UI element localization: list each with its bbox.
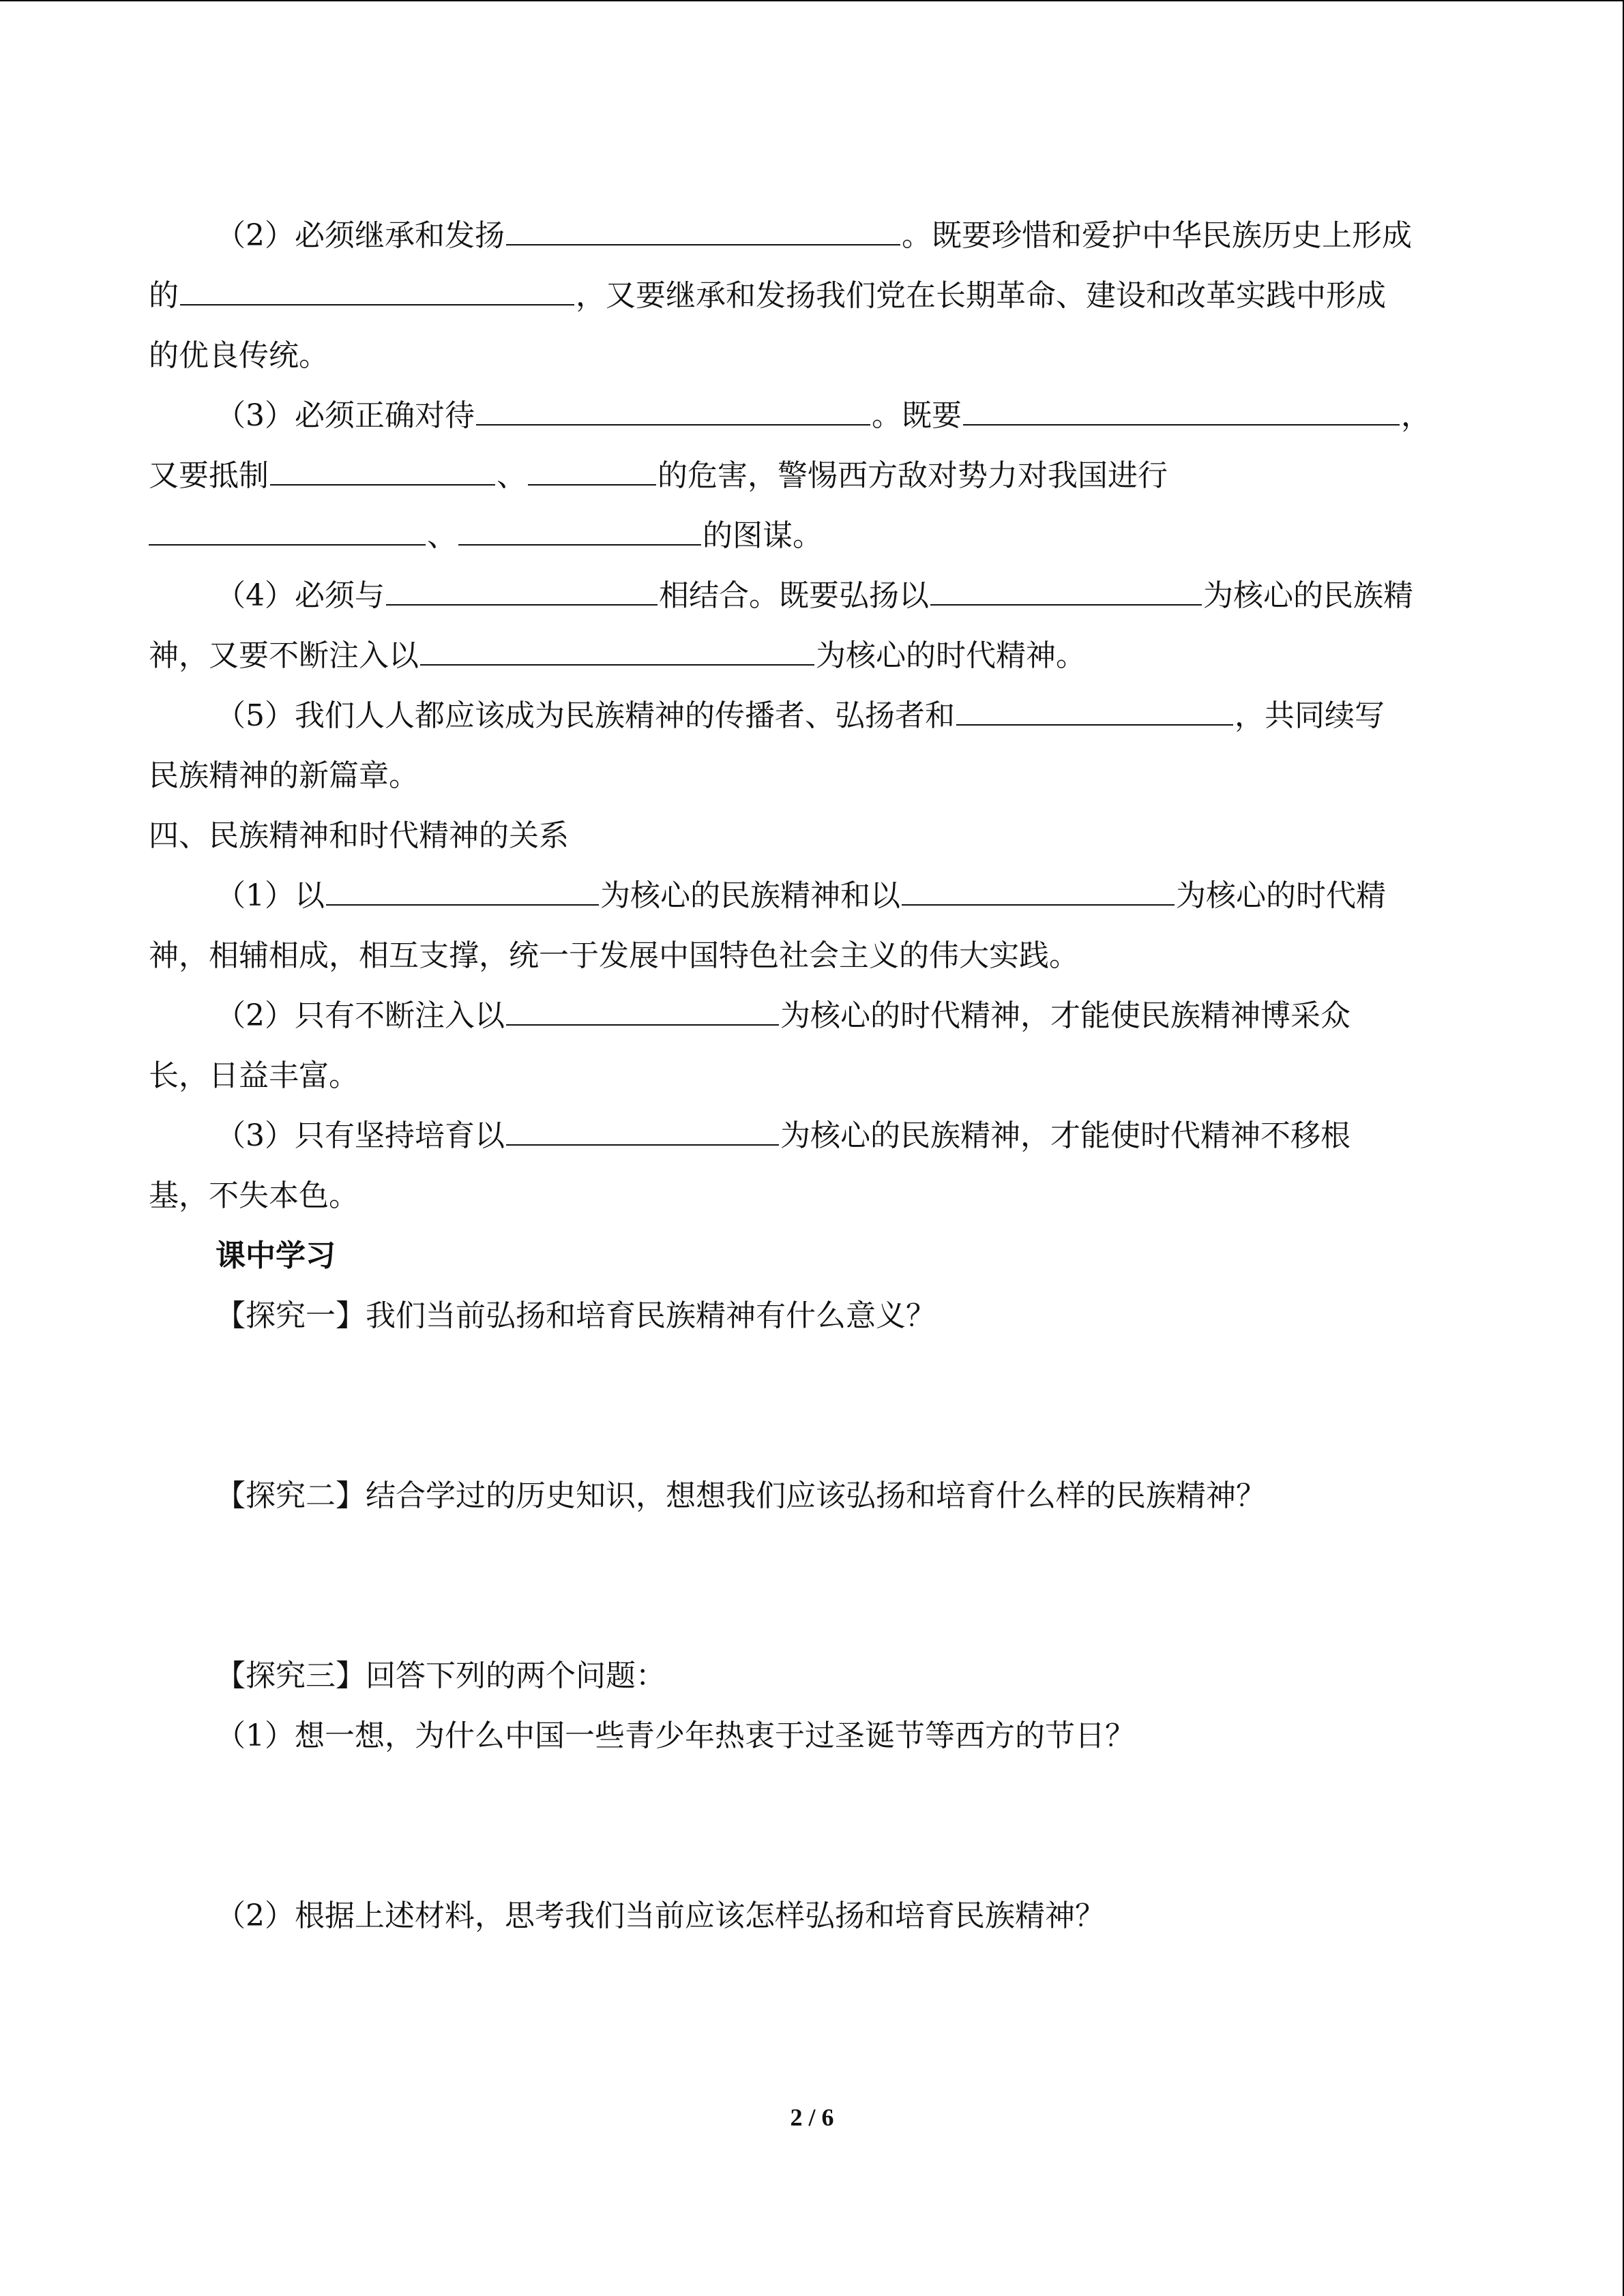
section-4-item-2-line-2: 长，日益丰富。 — [149, 1058, 359, 1093]
section-4-item-1-line-1: （1）以 为核心的民族精神和以 为核心的时代精 — [149, 866, 1472, 926]
fill-blank[interactable] — [180, 269, 574, 305]
fill-blank[interactable] — [420, 629, 814, 666]
fill-blank[interactable] — [930, 569, 1202, 606]
item-3-line-2: 又要抵制 、 的危害，警惕西方敌对势力对我国进行 — [149, 446, 1472, 506]
item-5-line-2: 民族精神的新篇章。 — [149, 758, 419, 793]
fill-blank[interactable] — [476, 389, 870, 426]
fill-blank[interactable] — [270, 449, 495, 486]
section-4-item-3-line-1: （3）只有坚持培育以 为核心的民族精神，才能使时代精神不移根 — [149, 1106, 1472, 1166]
item-4-line-2: 神，又要不断注入以 为核心的时代精神。 — [149, 626, 1472, 686]
item-3-line-1: （3）必须正确对待 。既要 ， — [149, 386, 1472, 446]
explore-1-question: 【探究一】我们当前弘扬和培育民族精神有什么意义？ — [216, 1298, 936, 1333]
answer-space[interactable] — [149, 1526, 1472, 1646]
fill-blank[interactable] — [149, 509, 426, 546]
item-2-line-2: 的 ，又要继承和发扬我们党在长期革命、建设和改革实践中形成 — [149, 266, 1472, 326]
explore-3-sub-1: （1）想一想，为什么中国一些青少年热衷于过圣诞节等西方的节日？ — [216, 1718, 1135, 1753]
fill-blank[interactable] — [386, 569, 658, 606]
fill-blank[interactable] — [902, 869, 1175, 906]
fill-blank[interactable] — [963, 389, 1400, 426]
fill-blank[interactable] — [528, 449, 656, 486]
item-4-line-1: （4）必须与 相结合。既要弘扬以 为核心的民族精 — [149, 566, 1472, 626]
explore-3-sub-2: （2）根据上述材料，思考我们当前应该怎样弘扬和培育民族精神？ — [216, 1898, 1105, 1933]
answer-space[interactable] — [149, 1346, 1472, 1466]
item-2-line-3: 的优良传统。 — [149, 338, 329, 373]
item-5-line-1: （5）我们人人都应该成为民族精神的传播者、弘扬者和 ，共同续写 — [149, 686, 1472, 746]
fill-blank[interactable] — [956, 689, 1233, 726]
fill-blank[interactable] — [326, 869, 599, 906]
in-class-title: 课中学习 — [216, 1238, 336, 1273]
fill-blank[interactable] — [506, 1109, 779, 1146]
explore-2-question: 【探究二】结合学过的历史知识，想想我们应该弘扬和培育什么样的民族精神？ — [216, 1478, 1266, 1513]
item-2-line-1: （2）必须继承和发扬 。既要珍惜和爱护中华民族历史上形成 — [149, 206, 1472, 266]
section-4-item-1-line-2: 神，相辅相成，相互支撑，统一于发展中国特色社会主义的伟大实践。 — [149, 938, 1079, 973]
answer-space[interactable] — [149, 1766, 1472, 1886]
explore-3-question: 【探究三】回答下列的两个问题： — [216, 1658, 666, 1693]
document-body — [149, 206, 1472, 1946]
fill-blank[interactable] — [506, 209, 900, 245]
fill-blank[interactable] — [506, 989, 779, 1026]
section-4-item-2-line-1: （2）只有不断注入以 为核心的时代精神，才能使民族精神博采众 — [149, 986, 1472, 1046]
section-4-title: 四、民族精神和时代精神的关系 — [149, 818, 569, 853]
fill-blank[interactable] — [458, 509, 701, 546]
page-number: 2 / 6 — [790, 2104, 834, 2131]
section-4-item-3-line-2: 基，不失本色。 — [149, 1178, 359, 1213]
item-3-line-3: 、 的图谋。 — [149, 506, 1472, 566]
